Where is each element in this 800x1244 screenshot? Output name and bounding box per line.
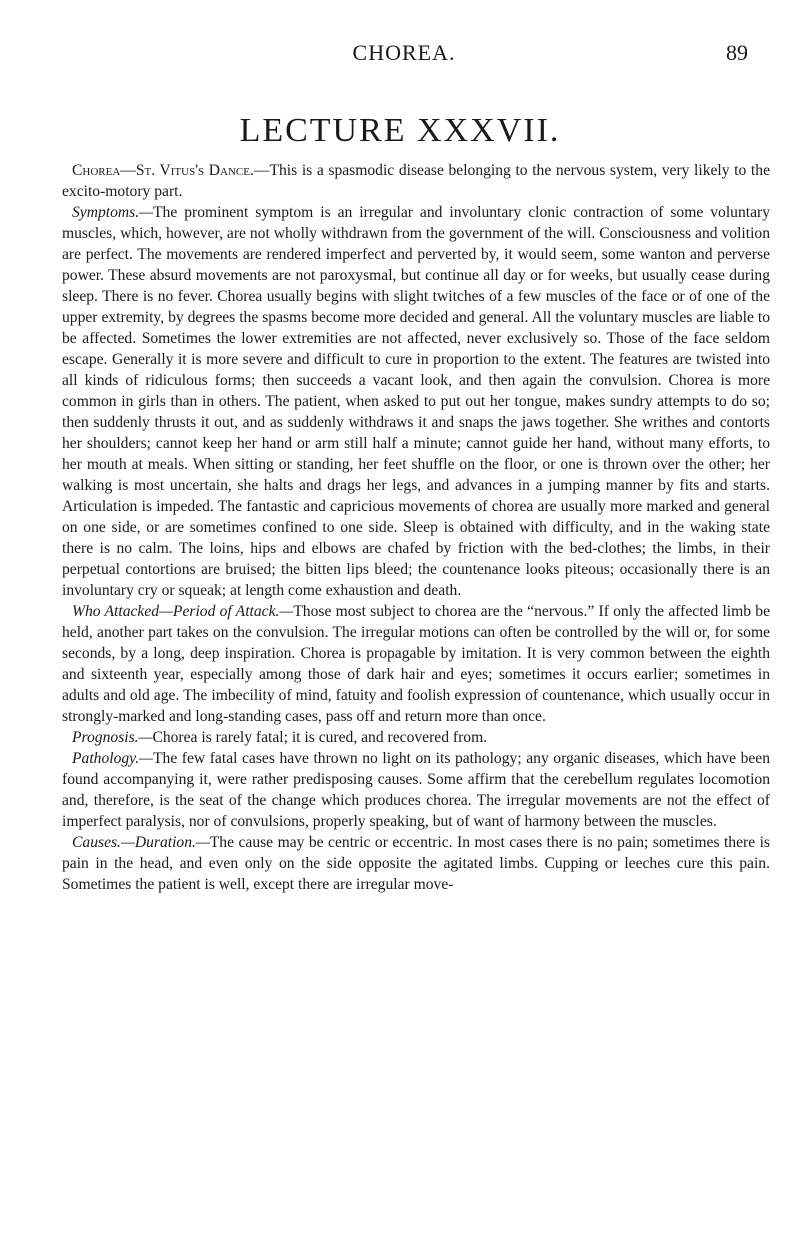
lecture-title: LECTURE XXXVII. (239, 112, 561, 149)
paragraph-text: The cause may be centric or eccentric. In most cases there is no pain; sometimes there is pain in the head, and even only on the side opposite the agitated limbs. Cupping or leeches cure this pain. Sometimes the patient is well, except there are irregular move- (62, 834, 770, 893)
section-heading: Pathology.— (72, 750, 153, 767)
paragraph-prognosis (62, 727, 770, 748)
paragraph-symptoms (62, 202, 770, 601)
page-header (60, 40, 748, 70)
paragraph-text: The prominent symptom is an irregular and involuntary clonic contraction of some voluntary muscles, which, however, are not wholly withdrawn from the government of the will. Consciousness and volition are perfect. The movements are rendered imperfect and perverted by, it would seem, some wanton and perverse power. These absurd movements are not paroxysmal, but continue all day or for weeks, but usually cease during sleep. There is no fever. Chorea usually begins with slight twitches of a few muscles of the face or of one of the upper extremity, by degrees the spasms become more decided and general. All the voluntary muscles are liable to be affected. Sometimes the lower extremities are not affected, never exclusively so. Those of the face seldom escape. Generally it is more severe and difficult to cure in proportion to the extent. The features are twisted into all kinds of ridiculous forms; then succeeds a vacant look, and then again the convulsion. Chorea is more common in girls than in others. The patient, when asked to put out her tongue, makes sundry attempts to do so; then suddenly thrusts it out, and as suddenly withdraws it and snaps the jaws together. She writhes and contorts her shoulders; cannot keep her hand or arm still half a minute; cannot guide her hand, without many efforts, to her mouth at meals. When sitting or standing, her feet shuffle on the floor, or one is thrown over the other; her walking is most uncertain, she halts and drags her legs, and advances in a jumping manner by fits and starts. Articulation is impeded. The fantastic and capricious movements of chorea are usually more marked and general on one side, or are sometimes confined to one side. Sleep is obtained with difficulty, and in the waking state there is no calm. The loins, hips and elbows are chafed by friction with the bed-clothes; the limbs, in their perpetual contortions are bruised; the bitten lips bleed; the countenance looks piteous; occasionally there is an involuntary cry or squeak; at length come exhaustion and death. (62, 204, 770, 599)
paragraph-text: This is a spasmodic disease belonging to the nervous system, very likely to the excito-motory part. (62, 162, 770, 200)
paragraph-who-attacked (62, 601, 770, 727)
section-heading: Who Attacked—Period of Attack.— (72, 603, 294, 620)
section-heading: Prognosis.— (72, 729, 153, 746)
section-heading: Causes.—Duration.— (72, 834, 210, 851)
paragraph-text: The few fatal cases have thrown no light on its pathology; any organic diseases, which have been found accompanying it, were rather predisposing causes. Some affirm that the cerebellum regulates locomotion and, therefore, is the seat of the change which produces chorea. The irregular movements are not the effect of imperfect paralysis, nor of convulsions, properly speaking, but of want of harmony between the muscles. (62, 750, 770, 830)
paragraph-text: Chorea is rarely fatal; it is cured, and recovered from. (152, 729, 488, 746)
paragraph-text: Those most subject to chorea are the “nervous.” If only the affected limb be held, another part takes on the convulsion. The irregular motions can often be controlled by the will or, for some seconds, by a long, deep inspiration. Chorea is propagable by imitation. It is very common between the eighth and sixteenth year, especially among those of dark hair and eyes; sometimes it occurs earlier; sometimes in adults and old age. The imbecility of mind, fatuity and foolish expression of countenance, which usually occur in strongly-marked and long-standing cases, pass off and return more than once. (62, 603, 770, 725)
section-heading: Chorea—St. Vitus's Dance.— (72, 162, 270, 179)
paragraph-chorea (62, 160, 770, 202)
section-heading: Symptoms.— (72, 204, 153, 221)
page-number: 89 (726, 40, 748, 65)
body-text (62, 160, 770, 895)
running-title: CHOREA. (352, 40, 456, 65)
paragraph-pathology (62, 748, 770, 832)
paragraph-causes (62, 832, 770, 895)
